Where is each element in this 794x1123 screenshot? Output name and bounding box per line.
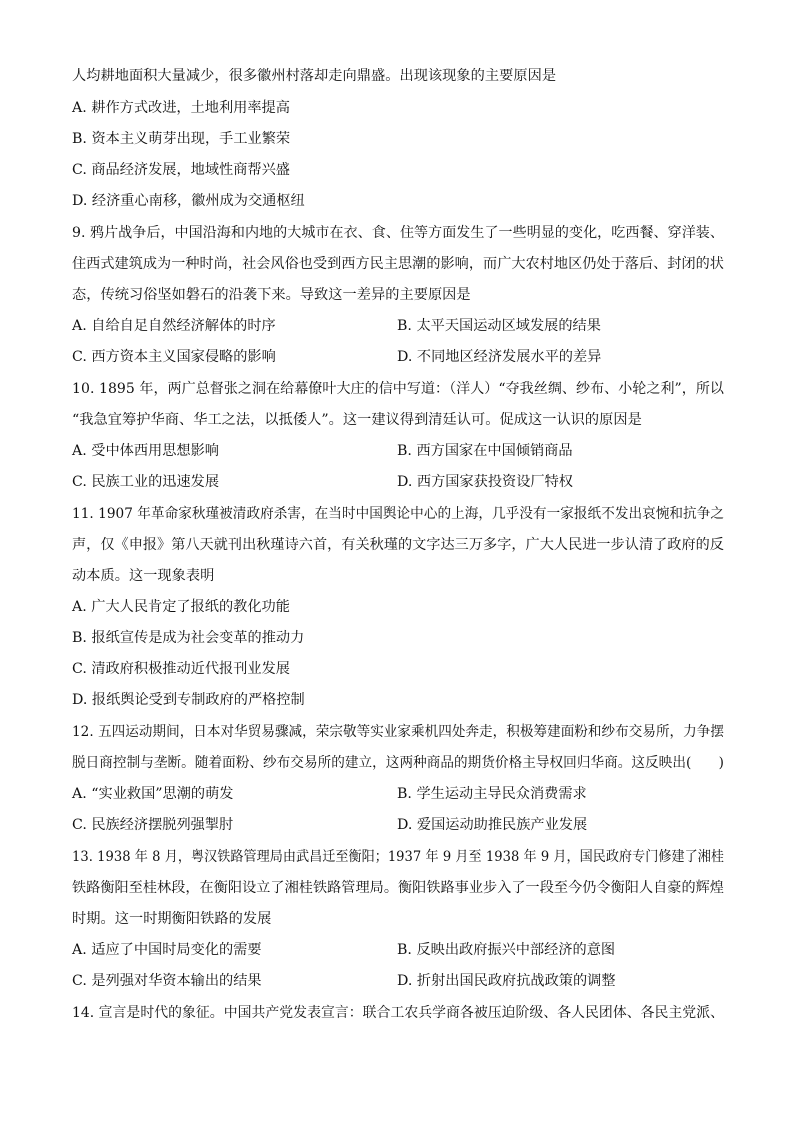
q9-stem-line-1: 9. 鸦片战争后，中国沿海和内地的大城市在衣、食、住等方面发生了一些明显的变化，吃西餐、穿洋装、 [72,225,724,241]
q13-option-a: A. 适应了中国时局变化的需要 [72,942,262,958]
q11-option-c: C. 清政府积极推动近代报刊业发展 [72,661,290,677]
q12-option-d: D. 爱国运动助推民族产业发展 [397,817,588,833]
q9-stem-line-2: 住西式建筑成为一种时尚，社会风俗也受到西方民主思潮的影响，而广大农村地区仍处于落后、封闭的状 [72,256,724,272]
q13-option-c: C. 是列强对华资本输出的结果 [72,973,262,989]
q8-option-d: D. 经济重心南移，徽州成为交通枢纽 [72,193,305,209]
q9-option-c: C. 西方资本主义国家侵略的影响 [72,349,276,365]
q13-stem-line-2: 铁路衡阳至桂林段，在衡阳设立了湘桂铁路管理局。衡阳铁路事业步入了一段至今仍令衡阳人自豪的辉煌 [72,880,724,896]
q9-option-d: D. 不同地区经济发展水平的差异 [397,349,602,365]
q8-option-c: C. 商品经济发展，地域性商帮兴盛 [72,162,290,178]
q12-option-b: B. 学生运动主导民众消费需求 [397,786,587,802]
q13-stem-line-1: 13. 1938 年 8 月，粤汉铁路管理局由武昌迁至衡阳；1937 年 9 月至 1938 年 9 月，国民政府专门修建了湘桂 [72,849,725,865]
q11-option-d: D. 报纸舆论受到专制政府的严格控制 [72,692,305,708]
q10-option-c: C. 民族工业的迅速发展 [72,474,220,490]
q10-stem-line-1: 10. 1895 年，两广总督张之洞在给幕僚叶大庄的信中写道：（洋人）“夺我丝绸、纱布、小轮之利”，所以 [72,381,725,397]
q10-option-d: D. 西方国家获投资设厂特权 [397,474,573,490]
q9-option-a: A. 自给自足自然经济解体的时序 [72,318,276,334]
q13-option-b: B. 反映出政府振兴中部经济的意图 [397,942,616,958]
q11-stem-line-1: 11. 1907 年革命家秋瑾被清政府杀害，在当时中国舆论中心的上海，几乎没有一家报纸不发出哀惋和抗争之 [72,506,724,522]
q12-option-a: A. “实业救国”思潮的萌发 [72,786,234,802]
q10-option-a: A. 受中体西用思想影响 [72,443,219,459]
q11-option-a: A. 广大人民肯定了报纸的教化功能 [72,599,290,615]
q11-stem-line-3: 动本质。这一现象表明 [72,568,215,584]
q9-stem-line-3: 态，传统习俗坚如磐石的沿袭下来。导致这一差异的主要原因是 [72,287,471,303]
q14-stem-line-1: 14. 宣言是时代的象征。中国共产党发表宣言：联合工农兵学商各被压迫阶级、各人民团体、各民主党派、 [72,1005,725,1021]
q10-stem-line-2: “我急宜筹护华商、华工之法，以抵倭人”。这一建议得到清廷认可。促成这一认识的原因是 [72,412,642,428]
q10-option-b: B. 西方国家在中国倾销商品 [397,443,573,459]
q11-option-b: B. 报纸宣传是成为社会变革的推动力 [72,630,305,646]
q13-option-d: D. 折射出国民政府抗战政策的调整 [397,973,616,989]
q12-option-c: C. 民族经济摆脱列强掣肘 [72,817,234,833]
q12-stem-line-2: 脱日商控制与垄断。随着面粉、纱布交易所的建立，这两种商品的期货价格主导权回归华商。这反映出( ) [72,755,724,771]
q8-option-b: B. 资本主义萌芽出现，手工业繁荣 [72,131,291,147]
q11-stem-line-2: 声，仅《申报》第八天就刊出秋瑾诗六首，有关秋瑾的文字达三万多字，广大人民进一步认清了政府的反 [72,537,724,553]
q8-stem-line: 人均耕地面积大量减少，很多徽州村落却走向鼎盛。出现该现象的主要原因是 [72,68,557,84]
q12-stem-line-1: 12. 五四运动期间，日本对华贸易骤减，荣宗敬等实业家乘机四处奔走，积极筹建面粉和纱布交易所，力争摆 [72,724,724,740]
q9-option-b: B. 太平天国运动区域发展的结果 [397,318,601,334]
q8-option-a: A. 耕作方式改进，土地利用率提高 [72,100,290,116]
q13-stem-line-3: 时期。这一时期衡阳铁路的发展 [72,911,272,927]
